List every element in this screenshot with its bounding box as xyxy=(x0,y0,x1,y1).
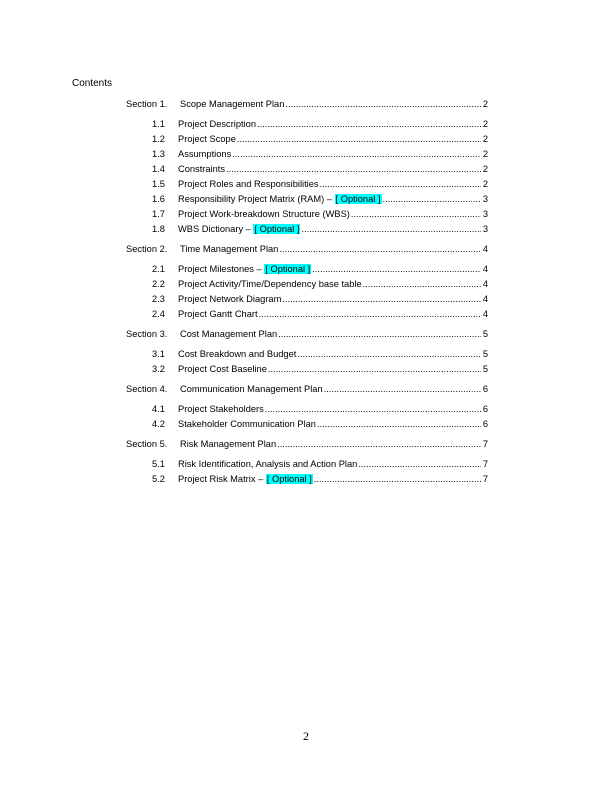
toc-subsection-entry[interactable] xyxy=(152,418,488,430)
toc-entry-title-text: Project Stakeholders xyxy=(178,404,264,414)
toc-entry-title-text: Project Roles and Responsibilities xyxy=(178,179,319,189)
dot-leader xyxy=(383,193,481,205)
toc-entry-title-text: Time Management Plan xyxy=(180,244,279,254)
toc-entry-number: 4.2 xyxy=(152,419,165,429)
toc-section-entry[interactable] xyxy=(126,243,488,255)
toc-entry-number: 1.5 xyxy=(152,179,165,189)
toc-entry-title-text: Stakeholder Communication Plan xyxy=(178,419,316,429)
toc-entry-title-text: WBS Dictionary – xyxy=(178,224,254,234)
toc-entry-page: 7 xyxy=(482,459,488,469)
toc-entry-number: Section 2. xyxy=(126,244,168,254)
toc-entry-title xyxy=(178,473,313,485)
toc-entry-page: 4 xyxy=(482,279,488,289)
toc-entry-number: 5.2 xyxy=(152,474,165,484)
toc-entry-page: 3 xyxy=(482,194,488,204)
toc-entry-title xyxy=(178,163,225,175)
toc-entry-number: 1.6 xyxy=(152,194,165,204)
toc-entry-title-text: Project Network Diagram xyxy=(178,294,282,304)
toc-entry-title-text: Project Description xyxy=(178,119,257,129)
page-number: 2 xyxy=(303,729,309,743)
toc-entry-title-text: Project Cost Baseline xyxy=(178,364,267,374)
dot-leader xyxy=(285,98,481,110)
optional-highlight: [ Optional ] xyxy=(266,474,312,484)
dot-leader xyxy=(279,243,481,255)
toc-entry-number: 2.3 xyxy=(152,294,165,304)
toc-entry-number: 3.2 xyxy=(152,364,165,374)
toc-entry-title xyxy=(178,403,264,415)
toc-entry-number: 1.4 xyxy=(152,164,165,174)
toc-entry-page: 2 xyxy=(482,99,488,109)
toc-entry-page: 3 xyxy=(482,224,488,234)
dot-leader xyxy=(363,278,481,290)
toc-entry-page: 2 xyxy=(482,164,488,174)
toc-entry-title xyxy=(178,458,357,470)
toc-subsection-entry[interactable] xyxy=(152,348,488,360)
toc-entry-page: 2 xyxy=(482,149,488,159)
toc-section-entry[interactable] xyxy=(126,328,488,340)
toc-entry-title-text: Responsibility Project Matrix (RAM) – xyxy=(178,194,335,204)
toc-entry-page: 2 xyxy=(482,119,488,129)
toc-entry-number: Section 3. xyxy=(126,329,168,339)
toc-entry-title xyxy=(178,208,350,220)
toc-entry-number: 2.1 xyxy=(152,264,165,274)
dot-leader xyxy=(314,473,481,485)
dot-leader xyxy=(282,293,481,305)
toc-entry-title-text: Project Scope xyxy=(178,134,236,144)
optional-highlight: [ Optional ] xyxy=(254,224,300,234)
toc-entry-title xyxy=(178,278,362,290)
toc-subsection-entry[interactable] xyxy=(152,163,488,175)
toc-entry-title xyxy=(178,348,296,360)
toc-entry-title xyxy=(180,98,284,110)
toc-subsection-entry[interactable] xyxy=(152,458,488,470)
toc-entry-title-text: Cost Management Plan xyxy=(180,329,278,339)
toc-entry-title xyxy=(178,193,382,205)
toc-entry-number: Section 4. xyxy=(126,384,168,394)
toc-entry-page: 2 xyxy=(482,134,488,144)
dot-leader xyxy=(297,348,481,360)
dot-leader xyxy=(268,363,481,375)
toc-entry-page: 4 xyxy=(482,244,488,254)
dot-leader xyxy=(232,148,481,160)
toc-subsection-entry[interactable] xyxy=(152,133,488,145)
dot-leader xyxy=(226,163,481,175)
toc-entry-title xyxy=(178,148,231,160)
dot-leader xyxy=(277,438,481,450)
toc-entry-title xyxy=(180,328,277,340)
toc-entry-title xyxy=(178,223,300,235)
toc-entry-number: 4.1 xyxy=(152,404,165,414)
toc-subsection-entry[interactable] xyxy=(152,223,488,235)
dot-leader xyxy=(265,403,481,415)
toc-entry-title xyxy=(178,363,267,375)
toc-entry-page: 2 xyxy=(482,179,488,189)
dot-leader xyxy=(257,118,481,130)
toc-subsection-entry[interactable] xyxy=(152,473,488,485)
toc-entry-title-text: Cost Breakdown and Budget xyxy=(178,349,297,359)
toc-subsection-entry[interactable] xyxy=(152,308,488,320)
dot-leader xyxy=(320,178,481,190)
dot-leader xyxy=(312,263,481,275)
toc-subsection-entry[interactable] xyxy=(152,363,488,375)
toc-entry-title-text: Risk Identification, Analysis and Action Plan xyxy=(178,459,358,469)
toc-entry-title-text: Project Activity/Time/Dependency base table xyxy=(178,279,362,289)
toc-entry-page: 7 xyxy=(482,474,488,484)
toc-entry-title xyxy=(180,383,323,395)
toc-subsection-entry[interactable] xyxy=(152,208,488,220)
toc-entry-title-text: Assumptions xyxy=(178,149,232,159)
toc-subsection-entry[interactable] xyxy=(152,263,488,275)
toc-entry-number: 1.7 xyxy=(152,209,165,219)
toc-entry-title-text: Communication Management Plan xyxy=(180,384,323,394)
toc-entry-title xyxy=(178,308,258,320)
toc-entry-page: 6 xyxy=(482,404,488,414)
dot-leader xyxy=(301,223,481,235)
toc-entry-title-text: Constraints xyxy=(178,164,226,174)
toc-entry-page: 5 xyxy=(482,349,488,359)
toc-entry-page: 7 xyxy=(482,439,488,449)
toc-section-entry[interactable] xyxy=(126,438,488,450)
toc-entry-page: 4 xyxy=(482,309,488,319)
toc-entry-number: 2.2 xyxy=(152,279,165,289)
toc-subsection-entry[interactable] xyxy=(152,148,488,160)
toc-entry-number: 1.3 xyxy=(152,149,165,159)
toc-entry-page: 6 xyxy=(482,419,488,429)
toc-entry-number: 1.1 xyxy=(152,119,165,129)
toc-entry-page: 5 xyxy=(482,364,488,374)
dot-leader xyxy=(237,133,481,145)
toc-entry-title-text: Project Gantt Chart xyxy=(178,309,258,319)
toc-subsection-entry[interactable] xyxy=(152,193,488,205)
optional-highlight: [ Optional ] xyxy=(335,194,381,204)
toc-entry-number: 1.2 xyxy=(152,134,165,144)
toc-subsection-entry[interactable] xyxy=(152,293,488,305)
dot-leader xyxy=(351,208,481,220)
toc-entry-number: 1.8 xyxy=(152,224,165,234)
toc-entry-title-text: Risk Management Plan xyxy=(180,439,277,449)
toc-entry-number: Section 1. xyxy=(126,99,168,109)
toc-entry-title xyxy=(178,118,256,130)
toc-entry-title xyxy=(178,178,319,190)
toc-subsection-entry[interactable] xyxy=(152,278,488,290)
dot-leader xyxy=(278,328,481,340)
toc-entry-page: 6 xyxy=(482,384,488,394)
toc-entry-title-text: Project Risk Matrix – xyxy=(178,474,266,484)
toc-entry-number: 2.4 xyxy=(152,309,165,319)
toc-entry-page: 4 xyxy=(482,264,488,274)
toc-entry-title xyxy=(178,263,311,275)
toc-entry-number: 3.1 xyxy=(152,349,165,359)
toc-entry-title xyxy=(178,418,316,430)
toc-heading: Contents xyxy=(72,78,113,89)
toc-entry-number: Section 5. xyxy=(126,439,168,449)
toc-entry-page: 5 xyxy=(482,329,488,339)
toc-entry-number: 5.1 xyxy=(152,459,165,469)
toc-entry-title xyxy=(180,243,278,255)
toc-section-entry[interactable] xyxy=(126,383,488,395)
dot-leader xyxy=(259,308,481,320)
toc-entry-title xyxy=(180,438,276,450)
toc-subsection-entry[interactable] xyxy=(152,403,488,415)
toc-entry-page: 4 xyxy=(482,294,488,304)
toc-entry-title xyxy=(178,293,281,305)
toc-subsection-entry[interactable] xyxy=(152,178,488,190)
dot-leader xyxy=(324,383,481,395)
optional-highlight: [ Optional ] xyxy=(265,264,311,274)
toc-entry-title-text: Scope Management Plan xyxy=(180,99,285,109)
toc-entry-title xyxy=(178,133,236,145)
toc-entry-title-text: Project Work-breakdown Structure (WBS) xyxy=(178,209,350,219)
toc-entry-page: 3 xyxy=(482,209,488,219)
dot-leader xyxy=(358,458,481,470)
dot-leader xyxy=(317,418,481,430)
toc-section-entry[interactable] xyxy=(126,98,488,110)
toc-subsection-entry[interactable] xyxy=(152,118,488,130)
toc-entry-title-text: Project Milestones – xyxy=(178,264,265,274)
